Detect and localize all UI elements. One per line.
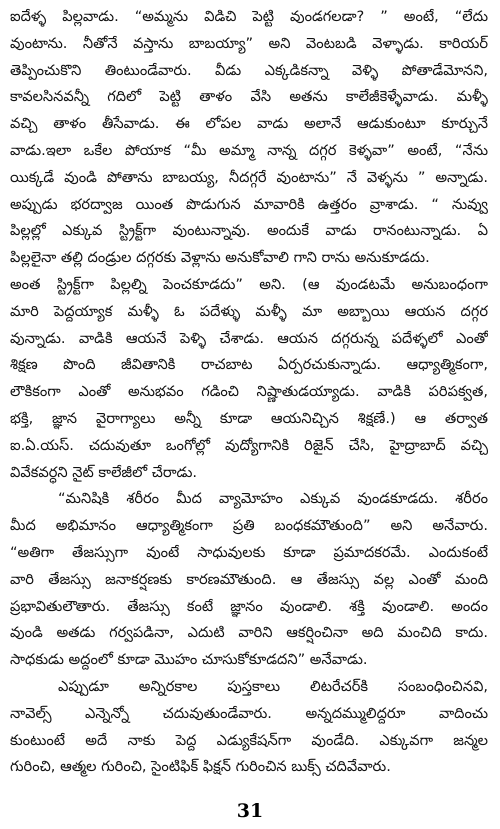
text-line: భక్తి, జ్ఞాన వైరాగ్యాలు అన్నీ కూడా ఆయనిచ్చిన శిక్షణే.) ఆ తర్వాత [10,409,488,427]
text-line: వుండి అతడు గర్వపడినా, ఎదుటి వారిని ఆకర్షించినా అది మంచిది కాదు. [10,624,488,642]
text-line: వాడు.ఇలా ఒకేల పోయాక “మీ అమ్మా నాన్న దగ్గర కెళ్ళవా” అంటే, “నేను [10,141,488,159]
text-line: ఐదేళ్ళ పిల్లవాడు. “అమ్మను విడిచి పెట్టి వుండగలడా? ” అంటే, “లేదు [10,8,488,25]
text-line: పిల్లలైనా తల్లి దండ్రుల దగ్గరకు వెళ్లాను అనుకోవాలి గాని రాను అనుకూడదు. [10,249,430,267]
text-line: కుంటుంటే అదే నాకు పెద్ద ఎడ్యుకేషన్‌గా వుండేది. ఎక్కువగా జన్మల [10,731,488,749]
text-line: గురించి, ఆత్మల గురించి, సైంటిఫిక్ ఫిక్షన్ గురించిన బుక్స్ చదివేవారు. [10,758,391,776]
text-line: శిక్షణ పొంది జీవితానికి రాచబాట ఏర్పరచుకున్నాడు. ఆధ్యాత్మికంగా, [10,356,488,374]
text-line: పిల్లల్లో ఎక్కువ స్ట్రిక్ట్‌గా వుంటున్నావు. అందుకే వాడు రానంటున్నాడు. ఏ [10,222,488,240]
paragraph [10,486,488,674]
text-line: లౌకికంగా ఎంతో అనుభవం గడించి నిష్ణాతుడయ్యాడు. వాడికి పరిపక్వత, [10,383,488,401]
text-line: కావలసినవన్నీ గదిలో పెట్టి తాళం వేసి అతను కాలేజీకెళ్ళేవాడు. మళ్ళీ [10,88,488,106]
body-text [10,4,488,781]
text-line: వచ్చి తాళం తీసేవాడు. ఈ లోపల వాడు అలానే ఆడుకుంటూ కూర్చునే [10,115,488,133]
text-line: అంత స్ట్రిక్ట్‌గా పిల్లల్ని పెంచకూడదు” అని. (ఆ వుండటమే అనుబంధంగా [10,275,488,293]
paragraph [10,674,488,781]
paragraph [10,4,488,272]
text-line: “అతిగా తేజస్సుగా వుంటే సాధువులకు కూడా ప్రమాదకరమే. ఎందుకంటే [10,543,488,561]
text-line: అప్పుడు భరద్వాజ యింత పొడుగున మావారికి ఉత్తరం వ్రాశాడు. “ నువ్వు [10,195,488,213]
text-line: ఐ.ఏ.యస్. చదువుతూ ఒంగోల్లో వుద్యోగానికి రిజైన్ చేసి, హైద్రాబాద్ వచ్చి [10,436,488,454]
text-line: వివేకవర్ధని నైట్ కాలేజీలో చేరాడు. [10,463,198,481]
text-line: మారి పెద్దయ్యాక మళ్ళీ ఓ పదేళ్ళు మళ్ళీ మా అబ్బాయి ఆయన దగ్గర [10,302,488,320]
text-line: తెప్పించుకొని తింటుండేవారు. వీడు ఎక్కడికన్నా వెళ్ళి పోతాడేమోనని, [10,61,488,79]
text-line: నావెల్స్ ఎన్నెన్నో చదువుతుండేవారు. అన్నదమ్ములిద్దరూ వాదించు [10,704,488,722]
text-line: సాధకుడు అద్దంలో కూడా మొహం చూసుకోకూడదని” అనేవాడు. [10,651,368,669]
text-line: యిక్కడే వుండి పోతాను బాబయ్య, నీదగ్గరే వుంటాను” నే వెళ్ళను ” అన్నాడు. [10,168,488,186]
text-line: “మనిషికి శరీరం మీద వ్యామోహం ఎక్కువ వుండకూడదు. శరీరం [58,490,488,508]
text-line: వున్నాడు. వాడికి ఆయనే పెళ్ళి చేశాడు. ఆయన దగ్గరున్న పదేళ్ళలో ఎంతో [10,329,488,347]
text-line: ప్రభావితులౌతారు. తేజస్సు కంటే జ్ఞానం వుండాలి. శక్తి వుండాలి. అందం [10,597,488,615]
page-number: 31 [236,800,264,822]
text-line: వుంటాను. నీతోనే వస్తాను బాబయ్యా” అని వెంటబడి వెళ్ళాడు. కారియర్ [10,34,488,52]
paragraph [10,272,488,486]
text-line: మీద అభిమానం ఆధ్యాత్మికంగా ప్రతి బంధకమౌతుంది” అని అనేవారు. [10,517,488,535]
text-line: వారి తేజస్సు జనాకర్షణకు కారణమౌతుంది. ఆ తేజస్సు వల్ల ఎంతో మంది [10,570,488,588]
text-line: ఎప్పుడూ అన్నిరకాల పుస్తకాలు లిటరేచర్‌కి సంబంధించినవి, [58,677,488,695]
